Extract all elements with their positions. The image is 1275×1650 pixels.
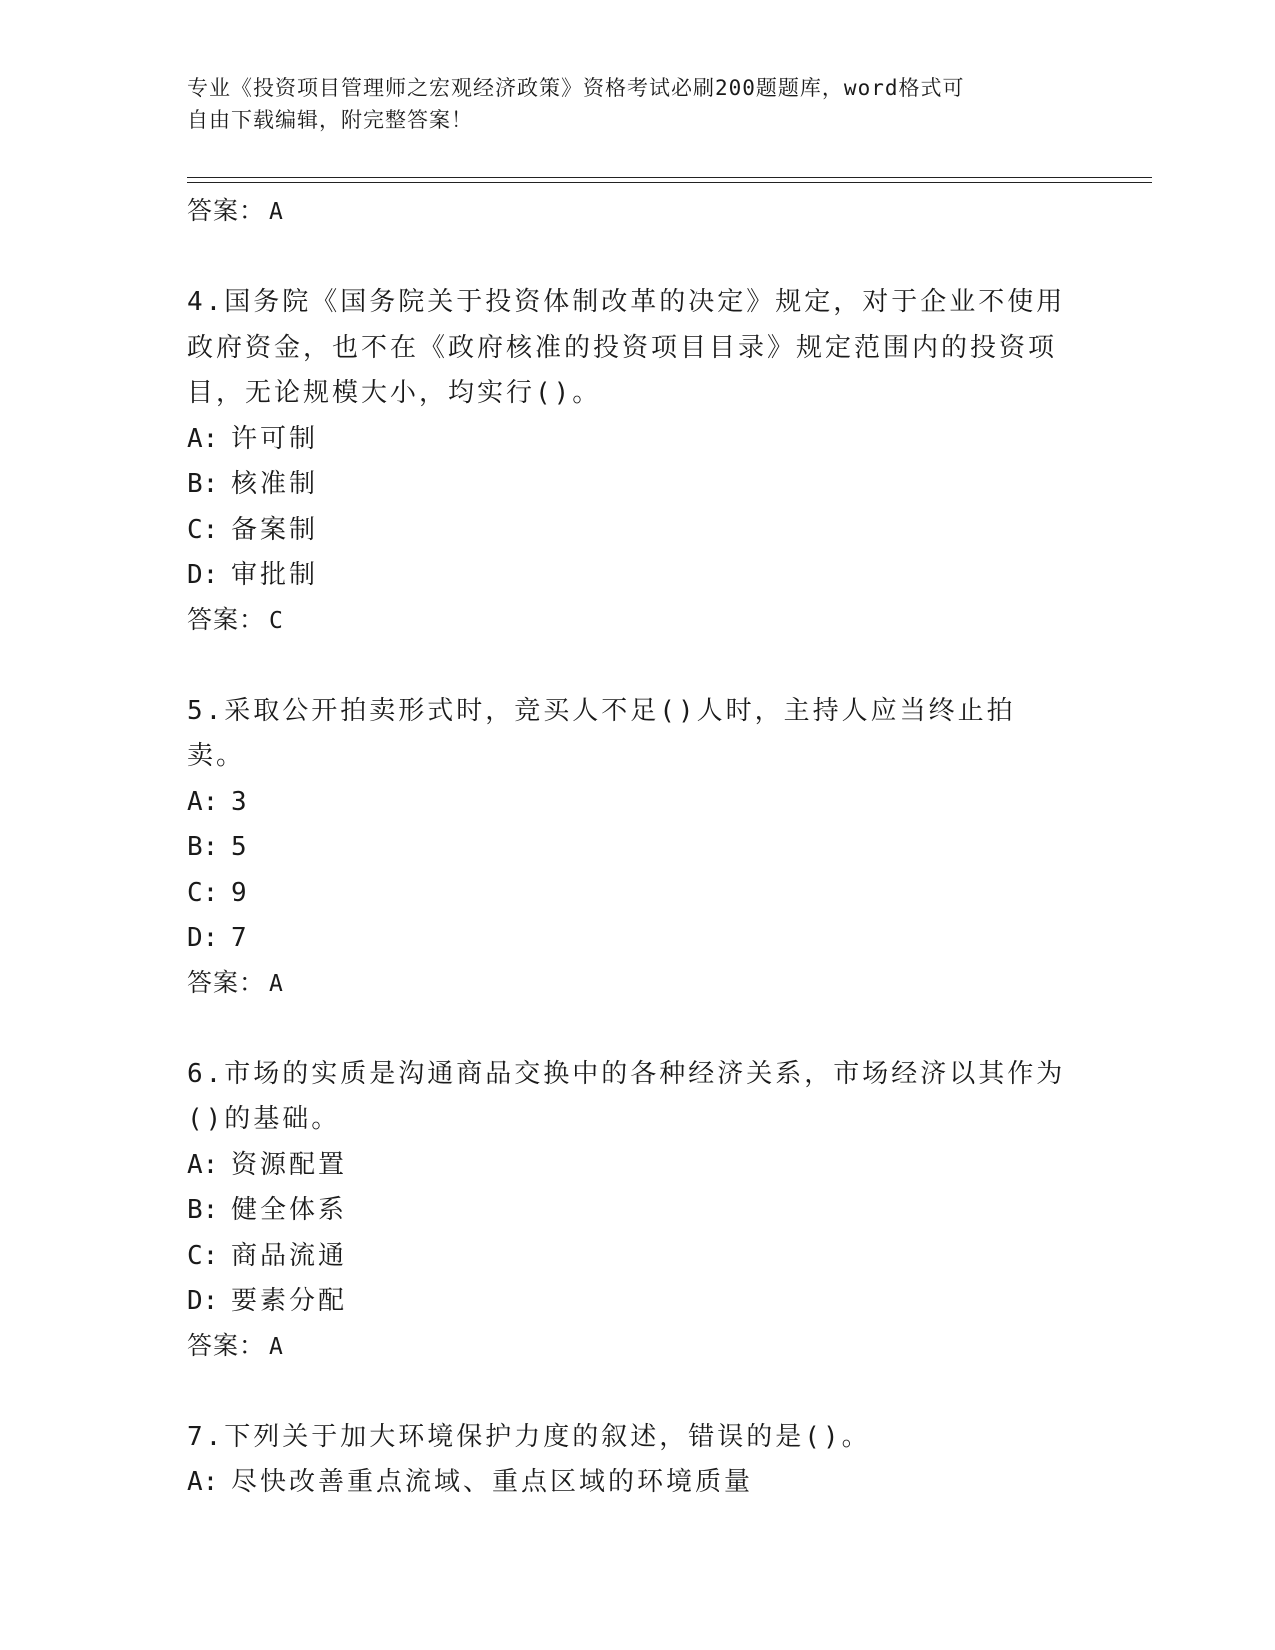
option-text: 3 (231, 786, 250, 817)
answer-line (187, 190, 1087, 232)
answer-line (187, 599, 1087, 641)
option-letter: A: (187, 423, 219, 454)
option-letter: B: (187, 1195, 219, 1225)
option-text: 要素分配 (231, 1286, 348, 1316)
option-a (187, 1460, 1087, 1506)
question-text: 6.市场的实质是沟通商品交换中的各种经济关系，市场经济以其作为()的基础。 (187, 1058, 1066, 1134)
answer-value: A (269, 199, 284, 225)
header-line-2: 自由下载编辑，附完整答案！ (187, 108, 473, 132)
option-letter: C: (187, 1240, 219, 1271)
option-text: 审批制 (231, 560, 319, 590)
answer-label: 答案： (187, 967, 266, 997)
question-item (187, 689, 1087, 1004)
question-item (187, 280, 1087, 641)
document-header (187, 72, 1067, 136)
question-item (187, 1052, 1087, 1367)
answer-value: A (269, 970, 284, 997)
option-letter: A: (187, 1467, 219, 1497)
question-text: 5.采取公开拍卖形式时，竞买人不足()人时，主持人应当终止拍卖。 (187, 695, 1016, 771)
option-letter: B: (187, 832, 219, 862)
option-c (187, 508, 1087, 554)
answer-line (187, 1325, 1087, 1367)
option-text: 资源配置 (231, 1149, 348, 1180)
option-a (187, 417, 1087, 463)
question-text: 7.下列关于加大环境保护力度的叙述，错误的是()。 (187, 1421, 871, 1452)
option-d (187, 916, 1087, 962)
option-text: 许可制 (231, 423, 319, 454)
option-b (187, 825, 1087, 871)
option-letter: A: (187, 786, 219, 817)
option-letter: D: (187, 1286, 219, 1316)
option-text: 尽快改善重点流域、重点区域的环境质量 (231, 1467, 754, 1497)
question-list (187, 190, 1087, 1506)
option-letter: A: (187, 1149, 219, 1180)
option-text: 健全体系 (231, 1195, 348, 1225)
answer-label: 答案： (187, 1330, 266, 1360)
option-b (187, 462, 1087, 508)
answer-label: 答案： (187, 604, 266, 634)
option-b (187, 1188, 1087, 1234)
answer-value: A (269, 1333, 284, 1360)
option-c (187, 871, 1087, 917)
header-line-1: 专业《投资项目管理师之宏观经济政策》资格考试必刷200题题库，word格式可 (187, 76, 965, 100)
answer-line (187, 962, 1087, 1004)
option-text: 5 (231, 832, 250, 862)
option-a (187, 1143, 1087, 1189)
option-letter: D: (187, 560, 219, 590)
option-text: 9 (231, 877, 250, 908)
option-a (187, 780, 1087, 826)
option-letter: C: (187, 514, 219, 545)
option-letter: C: (187, 877, 219, 908)
answer-label: 答案： (187, 196, 266, 225)
option-text: 核准制 (231, 469, 319, 499)
option-d (187, 1279, 1087, 1325)
header-rule-top (187, 177, 1152, 178)
question-text: 4.国务院《国务院关于投资体制改革的决定》规定，对于企业不使用政府资金，也不在《政府核准的投资项目目录》规定范围内的投资项目，无论规模大小，均实行()。 (187, 287, 1066, 408)
header-rule-bottom (187, 182, 1152, 183)
option-text: 备案制 (231, 514, 319, 545)
option-letter: D: (187, 923, 219, 953)
option-d (187, 553, 1087, 599)
option-text: 7 (231, 923, 250, 953)
question-item (187, 1415, 1087, 1506)
answer-value: C (269, 607, 284, 634)
option-text: 商品流通 (231, 1240, 348, 1271)
option-c (187, 1234, 1087, 1280)
option-letter: B: (187, 469, 219, 499)
